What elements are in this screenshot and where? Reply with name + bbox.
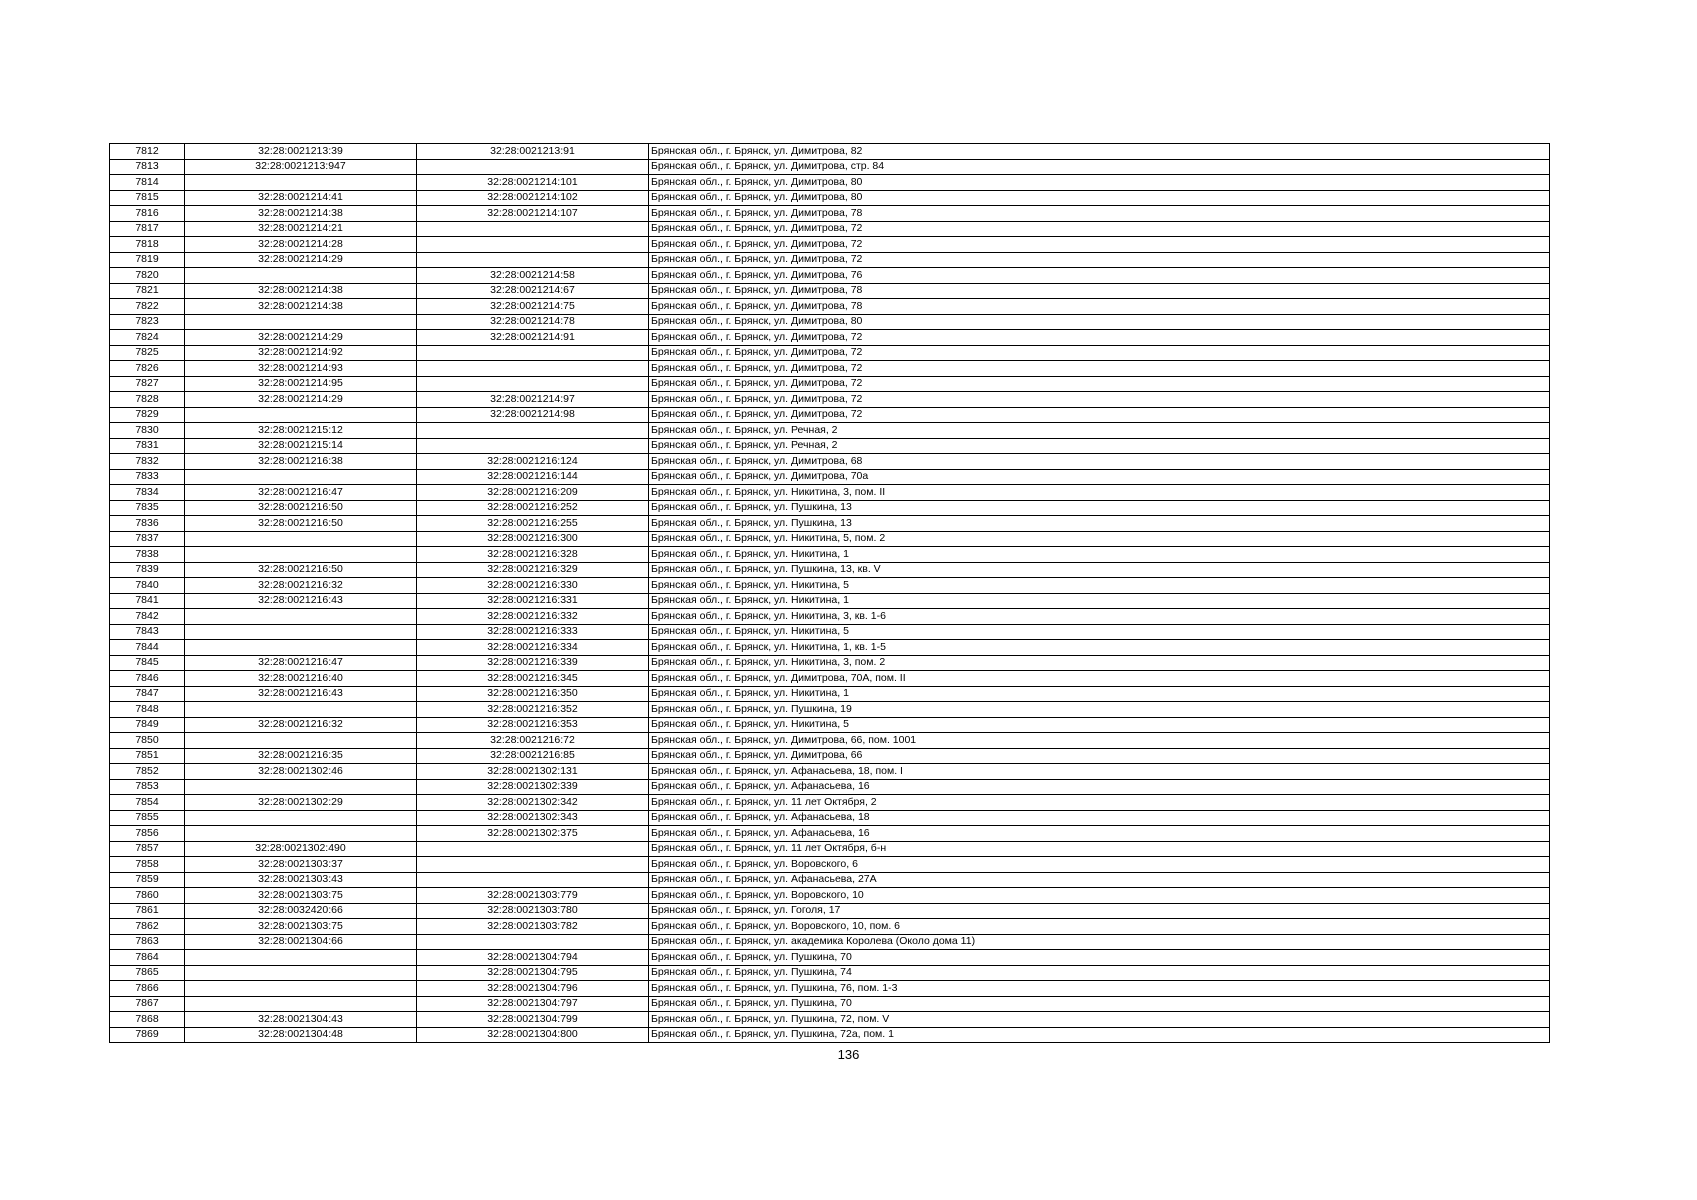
row-number-cell: 7843	[110, 624, 185, 640]
row-number-cell: 7818	[110, 237, 185, 253]
table-row	[110, 841, 1550, 857]
address-cell: Брянская обл., г. Брянск, ул. Афанасьева, 27А	[649, 872, 1550, 888]
object-number-cell: 32:28:0021216:85	[417, 748, 649, 764]
address-cell: Брянская обл., г. Брянск, ул. Никитина, 5	[649, 578, 1550, 594]
object-number-cell	[417, 361, 649, 377]
row-number-cell: 7850	[110, 733, 185, 749]
row-number-cell: 7817	[110, 221, 185, 237]
parcel-number-cell: 32:28:0021216:40	[185, 671, 417, 687]
address-cell: Брянская обл., г. Брянск, ул. Димитрова, 70А, пом. II	[649, 671, 1550, 687]
address-cell: Брянская обл., г. Брянск, ул. Пушкина, 72а, пом. 1	[649, 1027, 1550, 1043]
table-row	[110, 469, 1550, 485]
object-number-cell: 32:28:0021216:124	[417, 454, 649, 470]
row-number-cell: 7837	[110, 531, 185, 547]
address-cell: Брянская обл., г. Брянск, ул. Афанасьева, 16	[649, 826, 1550, 842]
parcel-number-cell: 32:28:0021214:38	[185, 206, 417, 222]
table-row	[110, 1027, 1550, 1043]
table-row	[110, 609, 1550, 625]
table-row	[110, 934, 1550, 950]
row-number-cell: 7823	[110, 314, 185, 330]
table-row	[110, 268, 1550, 284]
parcel-number-cell	[185, 609, 417, 625]
table-row	[110, 206, 1550, 222]
parcel-number-cell: 32:28:0021215:14	[185, 438, 417, 454]
parcel-number-cell: 32:28:0032420:66	[185, 903, 417, 919]
table-row	[110, 283, 1550, 299]
address-cell: Брянская обл., г. Брянск, ул. Афанасьева, 16	[649, 779, 1550, 795]
row-number-cell: 7851	[110, 748, 185, 764]
address-cell: Брянская обл., г. Брянск, ул. Димитрова, 72	[649, 237, 1550, 253]
object-number-cell: 32:28:0021304:797	[417, 996, 649, 1012]
object-number-cell: 32:28:0021216:330	[417, 578, 649, 594]
table-row	[110, 671, 1550, 687]
parcel-number-cell: 32:28:0021214:29	[185, 252, 417, 268]
object-number-cell: 32:28:0021214:67	[417, 283, 649, 299]
address-cell: Брянская обл., г. Брянск, ул. Пушкина, 74	[649, 965, 1550, 981]
row-number-cell: 7840	[110, 578, 185, 594]
object-number-cell: 32:28:0021216:353	[417, 717, 649, 733]
row-number-cell: 7862	[110, 919, 185, 935]
parcel-number-cell: 32:28:0021214:28	[185, 237, 417, 253]
row-number-cell: 7830	[110, 423, 185, 439]
table-row	[110, 144, 1550, 160]
object-number-cell	[417, 252, 649, 268]
parcel-number-cell: 32:28:0021302:490	[185, 841, 417, 857]
parcel-number-cell: 32:28:0021216:47	[185, 655, 417, 671]
address-cell: Брянская обл., г. Брянск, ул. Димитрова, 66, пом. 1001	[649, 733, 1550, 749]
row-number-cell: 7858	[110, 857, 185, 873]
object-number-cell: 32:28:0021304:795	[417, 965, 649, 981]
parcel-number-cell: 32:28:0021304:43	[185, 1012, 417, 1028]
address-cell: Брянская обл., г. Брянск, ул. Димитрова, 80	[649, 190, 1550, 206]
row-number-cell: 7816	[110, 206, 185, 222]
object-number-cell	[417, 438, 649, 454]
parcel-number-cell: 32:28:0021214:93	[185, 361, 417, 377]
address-cell: Брянская обл., г. Брянск, ул. Димитрова, 78	[649, 283, 1550, 299]
table-row	[110, 888, 1550, 904]
registry-table-body	[110, 144, 1550, 1043]
parcel-number-cell	[185, 950, 417, 966]
address-cell: Брянская обл., г. Брянск, ул. Димитрова, 82	[649, 144, 1550, 160]
parcel-number-cell	[185, 547, 417, 563]
address-cell: Брянская обл., г. Брянск, ул. Пушкина, 72, пом. V	[649, 1012, 1550, 1028]
parcel-number-cell: 32:28:0021302:46	[185, 764, 417, 780]
parcel-number-cell: 32:28:0021213:947	[185, 159, 417, 175]
object-number-cell	[417, 221, 649, 237]
parcel-number-cell	[185, 996, 417, 1012]
parcel-number-cell: 32:28:0021216:50	[185, 516, 417, 532]
row-number-cell: 7842	[110, 609, 185, 625]
object-number-cell: 32:28:0021216:331	[417, 593, 649, 609]
parcel-number-cell: 32:28:0021216:32	[185, 578, 417, 594]
row-number-cell: 7833	[110, 469, 185, 485]
table-row	[110, 733, 1550, 749]
row-number-cell: 7864	[110, 950, 185, 966]
row-number-cell: 7861	[110, 903, 185, 919]
address-cell: Брянская обл., г. Брянск, ул. Гоголя, 17	[649, 903, 1550, 919]
address-cell: Брянская обл., г. Брянск, ул. Димитрова, 78	[649, 206, 1550, 222]
address-cell: Брянская обл., г. Брянск, ул. Никитина, 3, пом. II	[649, 485, 1550, 501]
parcel-number-cell: 32:28:0021304:48	[185, 1027, 417, 1043]
row-number-cell: 7828	[110, 392, 185, 408]
table-row	[110, 919, 1550, 935]
object-number-cell: 32:28:0021216:345	[417, 671, 649, 687]
address-cell: Брянская обл., г. Брянск, ул. Пушкина, 13	[649, 516, 1550, 532]
object-number-cell	[417, 934, 649, 950]
row-number-cell: 7869	[110, 1027, 185, 1043]
parcel-number-cell: 32:28:0021214:41	[185, 190, 417, 206]
row-number-cell: 7841	[110, 593, 185, 609]
row-number-cell: 7865	[110, 965, 185, 981]
row-number-cell: 7847	[110, 686, 185, 702]
address-cell: Брянская обл., г. Брянск, ул. Никитина, 5	[649, 624, 1550, 640]
object-number-cell: 32:28:0021302:375	[417, 826, 649, 842]
table-row	[110, 252, 1550, 268]
address-cell: Брянская обл., г. Брянск, ул. Никитина, 1, кв. 1-5	[649, 640, 1550, 656]
table-row	[110, 516, 1550, 532]
row-number-cell: 7821	[110, 283, 185, 299]
table-row	[110, 578, 1550, 594]
object-number-cell: 32:28:0021216:352	[417, 702, 649, 718]
object-number-cell: 32:28:0021304:800	[417, 1027, 649, 1043]
object-number-cell: 32:28:0021216:350	[417, 686, 649, 702]
parcel-number-cell: 32:28:0021216:47	[185, 485, 417, 501]
object-number-cell: 32:28:0021214:102	[417, 190, 649, 206]
row-number-cell: 7854	[110, 795, 185, 811]
row-number-cell: 7856	[110, 826, 185, 842]
address-cell: Брянская обл., г. Брянск, ул. Никитина, 5	[649, 717, 1550, 733]
table-row	[110, 454, 1550, 470]
address-cell: Брянская обл., г. Брянск, ул. Речная, 2	[649, 438, 1550, 454]
address-cell: Брянская обл., г. Брянск, ул. Димитрова, стр. 84	[649, 159, 1550, 175]
row-number-cell: 7866	[110, 981, 185, 997]
table-row	[110, 190, 1550, 206]
table-row	[110, 996, 1550, 1012]
address-cell: Брянская обл., г. Брянск, ул. Димитрова, 66	[649, 748, 1550, 764]
row-number-cell: 7849	[110, 717, 185, 733]
table-row	[110, 826, 1550, 842]
row-number-cell: 7857	[110, 841, 185, 857]
table-row	[110, 314, 1550, 330]
parcel-number-cell: 32:28:0021214:92	[185, 345, 417, 361]
address-cell: Брянская обл., г. Брянск, ул. Пушкина, 13	[649, 500, 1550, 516]
table-row	[110, 857, 1550, 873]
row-number-cell: 7815	[110, 190, 185, 206]
table-row	[110, 392, 1550, 408]
table-row	[110, 376, 1550, 392]
object-number-cell: 32:28:0021302:339	[417, 779, 649, 795]
address-cell: Брянская обл., г. Брянск, ул. Димитрова, 72	[649, 330, 1550, 346]
address-cell: Брянская обл., г. Брянск, ул. академика Королева (Около дома 11)	[649, 934, 1550, 950]
table-row	[110, 795, 1550, 811]
table-row	[110, 965, 1550, 981]
object-number-cell: 32:28:0021214:101	[417, 175, 649, 191]
row-number-cell: 7844	[110, 640, 185, 656]
table-row	[110, 237, 1550, 253]
parcel-number-cell: 32:28:0021215:12	[185, 423, 417, 439]
row-number-cell: 7822	[110, 299, 185, 315]
address-cell: Брянская обл., г. Брянск, ул. Димитрова, 72	[649, 345, 1550, 361]
row-number-cell: 7814	[110, 175, 185, 191]
address-cell: Брянская обл., г. Брянск, ул. Димитрова, 80	[649, 314, 1550, 330]
table-row	[110, 903, 1550, 919]
object-number-cell: 32:28:0021303:779	[417, 888, 649, 904]
row-number-cell: 7839	[110, 562, 185, 578]
parcel-number-cell	[185, 175, 417, 191]
row-number-cell: 7832	[110, 454, 185, 470]
address-cell: Брянская обл., г. Брянск, ул. Воровского, 10, пом. 6	[649, 919, 1550, 935]
table-row	[110, 810, 1550, 826]
cadastral-registry-table	[109, 143, 1550, 1043]
object-number-cell: 32:28:0021214:58	[417, 268, 649, 284]
parcel-number-cell: 32:28:0021216:43	[185, 593, 417, 609]
parcel-number-cell: 32:28:0021214:29	[185, 392, 417, 408]
row-number-cell: 7820	[110, 268, 185, 284]
address-cell: Брянская обл., г. Брянск, ул. Пушкина, 70	[649, 950, 1550, 966]
address-cell: Брянская обл., г. Брянск, ул. 11 лет Октября, б-н	[649, 841, 1550, 857]
parcel-number-cell: 32:28:0021214:29	[185, 330, 417, 346]
table-row	[110, 407, 1550, 423]
table-row	[110, 299, 1550, 315]
address-cell: Брянская обл., г. Брянск, ул. Никитина, 5, пом. 2	[649, 531, 1550, 547]
address-cell: Брянская обл., г. Брянск, ул. Димитрова, 70а	[649, 469, 1550, 485]
table-row	[110, 655, 1550, 671]
table-row	[110, 361, 1550, 377]
object-number-cell	[417, 345, 649, 361]
object-number-cell: 32:28:0021214:91	[417, 330, 649, 346]
object-number-cell: 32:28:0021214:107	[417, 206, 649, 222]
address-cell: Брянская обл., г. Брянск, ул. Димитрова, 76	[649, 268, 1550, 284]
address-cell: Брянская обл., г. Брянск, ул. Димитрова, 72	[649, 407, 1550, 423]
parcel-number-cell	[185, 981, 417, 997]
object-number-cell: 32:28:0021302:131	[417, 764, 649, 780]
table-row	[110, 175, 1550, 191]
address-cell: Брянская обл., г. Брянск, ул. Пушкина, 70	[649, 996, 1550, 1012]
address-cell: Брянская обл., г. Брянск, ул. Афанасьева, 18, пом. I	[649, 764, 1550, 780]
object-number-cell	[417, 857, 649, 873]
table-row	[110, 221, 1550, 237]
object-number-cell: 32:28:0021214:98	[417, 407, 649, 423]
address-cell: Брянская обл., г. Брянск, ул. Никитина, 3, пом. 2	[649, 655, 1550, 671]
table-row	[110, 345, 1550, 361]
row-number-cell: 7867	[110, 996, 185, 1012]
parcel-number-cell: 32:28:0021216:50	[185, 562, 417, 578]
parcel-number-cell: 32:28:0021214:95	[185, 376, 417, 392]
object-number-cell	[417, 237, 649, 253]
parcel-number-cell: 32:28:0021216:43	[185, 686, 417, 702]
table-row	[110, 1012, 1550, 1028]
table-row	[110, 764, 1550, 780]
table-row	[110, 748, 1550, 764]
parcel-number-cell	[185, 733, 417, 749]
object-number-cell: 32:28:0021216:144	[417, 469, 649, 485]
parcel-number-cell: 32:28:0021303:43	[185, 872, 417, 888]
object-number-cell: 32:28:0021216:339	[417, 655, 649, 671]
object-number-cell: 32:28:0021216:333	[417, 624, 649, 640]
address-cell: Брянская обл., г. Брянск, ул. Воровского, 6	[649, 857, 1550, 873]
address-cell: Брянская обл., г. Брянск, ул. Димитрова, 72	[649, 361, 1550, 377]
table-row	[110, 485, 1550, 501]
object-number-cell: 32:28:0021214:97	[417, 392, 649, 408]
parcel-number-cell	[185, 469, 417, 485]
row-number-cell: 7848	[110, 702, 185, 718]
address-cell: Брянская обл., г. Брянск, ул. Димитрова, 68	[649, 454, 1550, 470]
object-number-cell	[417, 872, 649, 888]
parcel-number-cell	[185, 965, 417, 981]
table-row	[110, 500, 1550, 516]
object-number-cell: 32:28:0021216:328	[417, 547, 649, 563]
table-row	[110, 686, 1550, 702]
row-number-cell: 7838	[110, 547, 185, 563]
parcel-number-cell	[185, 314, 417, 330]
table-row	[110, 562, 1550, 578]
address-cell: Брянская обл., г. Брянск, ул. Пушкина, 13, кв. V	[649, 562, 1550, 578]
address-cell: Брянская обл., г. Брянск, ул. Димитрова, 72	[649, 252, 1550, 268]
table-row	[110, 547, 1550, 563]
address-cell: Брянская обл., г. Брянск, ул. Никитина, 1	[649, 686, 1550, 702]
object-number-cell: 32:28:0021304:796	[417, 981, 649, 997]
object-number-cell: 32:28:0021216:72	[417, 733, 649, 749]
table-row	[110, 717, 1550, 733]
parcel-number-cell: 32:28:0021216:32	[185, 717, 417, 733]
row-number-cell: 7825	[110, 345, 185, 361]
row-number-cell: 7855	[110, 810, 185, 826]
object-number-cell: 32:28:0021216:209	[417, 485, 649, 501]
table-row	[110, 531, 1550, 547]
address-cell: Брянская обл., г. Брянск, ул. Никитина, 1	[649, 593, 1550, 609]
object-number-cell: 32:28:0021216:332	[417, 609, 649, 625]
parcel-number-cell: 32:28:0021216:50	[185, 500, 417, 516]
object-number-cell: 32:28:0021302:342	[417, 795, 649, 811]
row-number-cell: 7812	[110, 144, 185, 160]
parcel-number-cell: 32:28:0021303:75	[185, 919, 417, 935]
object-number-cell	[417, 423, 649, 439]
parcel-number-cell	[185, 810, 417, 826]
address-cell: Брянская обл., г. Брянск, ул. Димитрова, 72	[649, 221, 1550, 237]
row-number-cell: 7852	[110, 764, 185, 780]
row-number-cell: 7824	[110, 330, 185, 346]
table-row	[110, 593, 1550, 609]
address-cell: Брянская обл., г. Брянск, ул. Пушкина, 76, пом. 1-3	[649, 981, 1550, 997]
row-number-cell: 7836	[110, 516, 185, 532]
address-cell: Брянская обл., г. Брянск, ул. 11 лет Октября, 2	[649, 795, 1550, 811]
object-number-cell: 32:28:0021216:300	[417, 531, 649, 547]
parcel-number-cell: 32:28:0021302:29	[185, 795, 417, 811]
table-row	[110, 779, 1550, 795]
table-row	[110, 702, 1550, 718]
parcel-number-cell: 32:28:0021213:39	[185, 144, 417, 160]
row-number-cell: 7831	[110, 438, 185, 454]
object-number-cell: 32:28:0021303:782	[417, 919, 649, 935]
object-number-cell: 32:28:0021304:799	[417, 1012, 649, 1028]
parcel-number-cell: 32:28:0021303:37	[185, 857, 417, 873]
table-row	[110, 624, 1550, 640]
object-number-cell: 32:28:0021216:252	[417, 500, 649, 516]
table-row	[110, 423, 1550, 439]
row-number-cell: 7845	[110, 655, 185, 671]
address-cell: Брянская обл., г. Брянск, ул. Димитрова, 80	[649, 175, 1550, 191]
address-cell: Брянская обл., г. Брянск, ул. Афанасьева, 18	[649, 810, 1550, 826]
address-cell: Брянская обл., г. Брянск, ул. Речная, 2	[649, 423, 1550, 439]
parcel-number-cell	[185, 407, 417, 423]
table-row	[110, 872, 1550, 888]
parcel-number-cell	[185, 826, 417, 842]
address-cell: Брянская обл., г. Брянск, ул. Пушкина, 19	[649, 702, 1550, 718]
parcel-number-cell: 32:28:0021216:35	[185, 748, 417, 764]
object-number-cell: 32:28:0021216:329	[417, 562, 649, 578]
address-cell: Брянская обл., г. Брянск, ул. Никитина, 1	[649, 547, 1550, 563]
parcel-number-cell	[185, 702, 417, 718]
parcel-number-cell: 32:28:0021214:38	[185, 299, 417, 315]
table-row	[110, 330, 1550, 346]
object-number-cell: 32:28:0021214:75	[417, 299, 649, 315]
row-number-cell: 7829	[110, 407, 185, 423]
row-number-cell: 7826	[110, 361, 185, 377]
row-number-cell: 7846	[110, 671, 185, 687]
object-number-cell	[417, 841, 649, 857]
table-row	[110, 438, 1550, 454]
table-row	[110, 950, 1550, 966]
parcel-number-cell	[185, 531, 417, 547]
address-cell: Брянская обл., г. Брянск, ул. Димитрова, 72	[649, 392, 1550, 408]
parcel-number-cell	[185, 640, 417, 656]
object-number-cell	[417, 159, 649, 175]
row-number-cell: 7860	[110, 888, 185, 904]
parcel-number-cell: 32:28:0021214:38	[185, 283, 417, 299]
parcel-number-cell: 32:28:0021216:38	[185, 454, 417, 470]
row-number-cell: 7868	[110, 1012, 185, 1028]
parcel-number-cell	[185, 268, 417, 284]
row-number-cell: 7835	[110, 500, 185, 516]
row-number-cell: 7853	[110, 779, 185, 795]
object-number-cell: 32:28:0021302:343	[417, 810, 649, 826]
parcel-number-cell	[185, 779, 417, 795]
page-number: 136	[837, 1047, 860, 1062]
row-number-cell: 7859	[110, 872, 185, 888]
parcel-number-cell: 32:28:0021303:75	[185, 888, 417, 904]
object-number-cell	[417, 376, 649, 392]
object-number-cell: 32:28:0021304:794	[417, 950, 649, 966]
table-row	[110, 981, 1550, 997]
object-number-cell: 32:28:0021216:334	[417, 640, 649, 656]
row-number-cell: 7827	[110, 376, 185, 392]
object-number-cell: 32:28:0021303:780	[417, 903, 649, 919]
parcel-number-cell	[185, 624, 417, 640]
parcel-number-cell: 32:28:0021214:21	[185, 221, 417, 237]
table-row	[110, 640, 1550, 656]
table-row	[110, 159, 1550, 175]
object-number-cell: 32:28:0021213:91	[417, 144, 649, 160]
address-cell: Брянская обл., г. Брянск, ул. Воровского, 10	[649, 888, 1550, 904]
row-number-cell: 7813	[110, 159, 185, 175]
address-cell: Брянская обл., г. Брянск, ул. Никитина, 3, кв. 1-6	[649, 609, 1550, 625]
address-cell: Брянская обл., г. Брянск, ул. Димитрова, 78	[649, 299, 1550, 315]
row-number-cell: 7834	[110, 485, 185, 501]
row-number-cell: 7819	[110, 252, 185, 268]
document-sheet	[109, 143, 1550, 1043]
parcel-number-cell: 32:28:0021304:66	[185, 934, 417, 950]
row-number-cell: 7863	[110, 934, 185, 950]
object-number-cell: 32:28:0021216:255	[417, 516, 649, 532]
address-cell: Брянская обл., г. Брянск, ул. Димитрова, 72	[649, 376, 1550, 392]
object-number-cell: 32:28:0021214:78	[417, 314, 649, 330]
